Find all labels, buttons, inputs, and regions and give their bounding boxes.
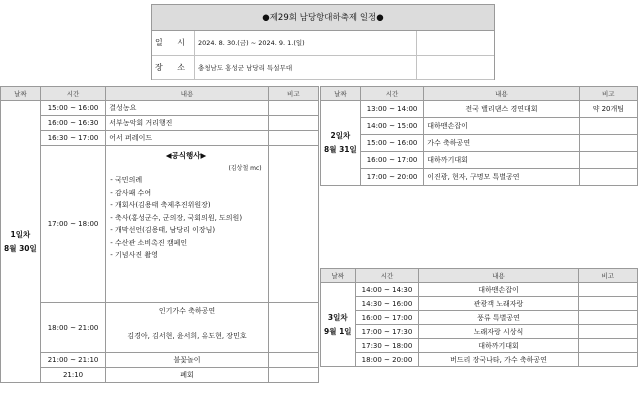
table-header-row bbox=[1, 87, 319, 101]
content-cell: 노래자랑 시상식 bbox=[419, 325, 578, 339]
singers-content bbox=[106, 303, 268, 353]
col-time-header: 시간 bbox=[40, 87, 106, 101]
table-row bbox=[1, 368, 319, 383]
content-cell: 불꽃놀이 bbox=[106, 353, 268, 368]
date-value: 2024. 8. 30.(금) ~ 2024. 9. 1.(일) bbox=[195, 31, 417, 55]
content-cell: 관광객 노래자랑 bbox=[419, 297, 578, 311]
time-cell: 18:00 ~ 21:00 bbox=[40, 303, 106, 353]
page-title: ●제29회 남당항대하축제 일정● bbox=[152, 5, 494, 31]
table-row bbox=[321, 101, 638, 118]
time-cell: 16:00 ~ 17:00 bbox=[355, 311, 419, 325]
table-row bbox=[321, 283, 638, 297]
table-row bbox=[321, 325, 638, 339]
note-cell bbox=[579, 169, 637, 186]
col-note-header: 비고 bbox=[579, 87, 637, 101]
ceremony-title: ◀공식행사▶ bbox=[165, 151, 207, 160]
col-content-header: 내용 bbox=[106, 87, 268, 101]
date-label: 일 시 bbox=[152, 31, 195, 55]
table-row bbox=[321, 152, 638, 169]
note-cell bbox=[268, 303, 318, 353]
day3-label bbox=[321, 283, 356, 367]
time-cell: 21:10 bbox=[40, 368, 106, 383]
event-header bbox=[151, 4, 495, 80]
col-content-header: 내용 bbox=[419, 269, 578, 283]
table-header-row bbox=[321, 269, 638, 283]
day2-label-day: 2일차 bbox=[330, 131, 351, 140]
time-cell: 14:00 ~ 15:00 bbox=[360, 118, 424, 135]
time-cell: 14:30 ~ 16:00 bbox=[355, 297, 419, 311]
place-extra-cell bbox=[416, 55, 494, 79]
ceremony-item: - 감사패 수여 bbox=[110, 188, 152, 197]
col-time-header: 시간 bbox=[355, 269, 419, 283]
time-cell: 15:00 ~ 16:00 bbox=[360, 135, 424, 152]
note-cell bbox=[579, 152, 637, 169]
col-time-header: 시간 bbox=[360, 87, 424, 101]
note-cell bbox=[578, 353, 637, 367]
content-cell: 결성농요 bbox=[106, 101, 268, 116]
singers-row bbox=[1, 303, 319, 353]
ceremony-item: - 개막선언(김용태, 남당리 이장님) bbox=[110, 226, 216, 234]
time-cell: 21:00 ~ 21:10 bbox=[40, 353, 106, 368]
note-cell bbox=[268, 101, 318, 116]
day2-label-date: 8월 31일 bbox=[324, 145, 357, 154]
note-cell bbox=[578, 325, 637, 339]
ceremony-item: - 기념사진 촬영 bbox=[110, 251, 158, 259]
ceremony-item: - 국민의례 bbox=[110, 176, 143, 184]
col-day-header: 날짜 bbox=[321, 269, 356, 283]
time-cell: 15:00 ~ 16:00 bbox=[40, 101, 106, 116]
content-cell: 가수 축하공연 bbox=[424, 135, 579, 152]
time-cell: 16:00 ~ 17:00 bbox=[360, 152, 424, 169]
table-row bbox=[1, 101, 319, 116]
content-cell: 대하맨손잡이 bbox=[424, 118, 579, 135]
col-note-header: 비고 bbox=[268, 87, 318, 101]
note-cell bbox=[268, 131, 318, 146]
content-cell: 대하까기대회 bbox=[419, 339, 578, 353]
date-extra-cell bbox=[416, 31, 494, 55]
table-row bbox=[1, 116, 319, 131]
note-cell bbox=[578, 283, 637, 297]
time-cell: 17:00 ~ 18:00 bbox=[40, 146, 106, 303]
note-cell bbox=[268, 368, 318, 383]
table-row bbox=[1, 353, 319, 368]
note-cell: 약 20개팀 bbox=[579, 101, 637, 118]
ceremony-item: - 개회사(김용태 축제추진위원장) bbox=[110, 201, 211, 209]
day1-label bbox=[1, 101, 41, 383]
col-note-header: 비고 bbox=[578, 269, 637, 283]
date-row bbox=[152, 31, 494, 55]
table-row bbox=[321, 353, 638, 367]
time-cell: 14:00 ~ 14:30 bbox=[355, 283, 419, 297]
content-cell: 풍류 특별공연 bbox=[419, 311, 578, 325]
day3-schedule-table bbox=[320, 268, 638, 367]
note-cell bbox=[578, 339, 637, 353]
time-cell: 17:30 ~ 18:00 bbox=[355, 339, 419, 353]
table-row bbox=[321, 169, 638, 186]
table-row bbox=[321, 311, 638, 325]
time-cell: 13:00 ~ 14:00 bbox=[360, 101, 424, 118]
ceremony-row bbox=[1, 146, 319, 303]
table-row bbox=[321, 339, 638, 353]
time-cell: 16:30 ~ 17:00 bbox=[40, 131, 106, 146]
day1-label-date: 8월 30일 bbox=[4, 243, 37, 253]
note-cell bbox=[579, 118, 637, 135]
time-cell: 17:00 ~ 17:30 bbox=[355, 325, 419, 339]
place-row bbox=[152, 55, 494, 79]
table-row bbox=[1, 131, 319, 146]
note-cell bbox=[268, 353, 318, 368]
col-day-header: 날짜 bbox=[1, 87, 41, 101]
ceremony-item: - 수산관 소비촉진 캠페인 bbox=[110, 238, 188, 247]
day3-label-date: 9월 1일 bbox=[324, 326, 352, 336]
day1-label-day: 1일차 bbox=[10, 229, 31, 239]
col-day-header: 날짜 bbox=[321, 87, 361, 101]
note-cell bbox=[579, 135, 637, 152]
note-cell bbox=[268, 146, 318, 303]
event-info-table bbox=[152, 31, 494, 80]
note-cell bbox=[268, 116, 318, 131]
ceremony-mc: (김상철 mc) bbox=[228, 165, 262, 172]
col-content-header: 내용 bbox=[424, 87, 579, 101]
table-row bbox=[321, 297, 638, 311]
time-cell: 16:00 ~ 16:30 bbox=[40, 116, 106, 131]
content-cell: 폐회 bbox=[106, 368, 268, 383]
note-cell bbox=[578, 297, 637, 311]
time-cell: 18:00 ~ 20:00 bbox=[355, 353, 419, 367]
content-cell: 대하맨손잡이 bbox=[419, 283, 578, 297]
note-cell bbox=[578, 311, 637, 325]
singers-title: 인기가수 축하공연 bbox=[158, 307, 216, 315]
singers-names: 김경아, 김서현, 윤서희, 유도현, 장민호 bbox=[127, 332, 247, 340]
content-cell: 이진광, 현자, 구명모 특별공연 bbox=[424, 169, 579, 186]
content-cell: 버드리 장국나타, 가수 축하공연 bbox=[419, 353, 578, 367]
content-cell: 서부농악회 거리행진 bbox=[106, 116, 268, 131]
day3-label-day: 3일차 bbox=[327, 312, 348, 322]
place-value: 충청남도 홍성군 남당리 특설무대 bbox=[195, 55, 417, 79]
content-cell: 대하까기대회 bbox=[424, 152, 579, 169]
table-row bbox=[321, 135, 638, 152]
content-cell: 어서 퍼레이드 bbox=[106, 131, 268, 146]
ceremony-content bbox=[106, 146, 268, 303]
time-cell: 17:00 ~ 20:00 bbox=[360, 169, 424, 186]
day1-schedule-table bbox=[0, 86, 319, 383]
place-label: 장 소 bbox=[152, 55, 195, 79]
day2-schedule-table bbox=[320, 86, 638, 186]
table-row bbox=[321, 118, 638, 135]
content-cell: 전국 밸리댄스 경연대회 bbox=[424, 101, 579, 118]
ceremony-item: - 축사(홍성군수, 군의장, 국회의원, 도의원) bbox=[110, 213, 243, 222]
table-header-row bbox=[321, 87, 638, 101]
day2-label bbox=[321, 101, 361, 186]
